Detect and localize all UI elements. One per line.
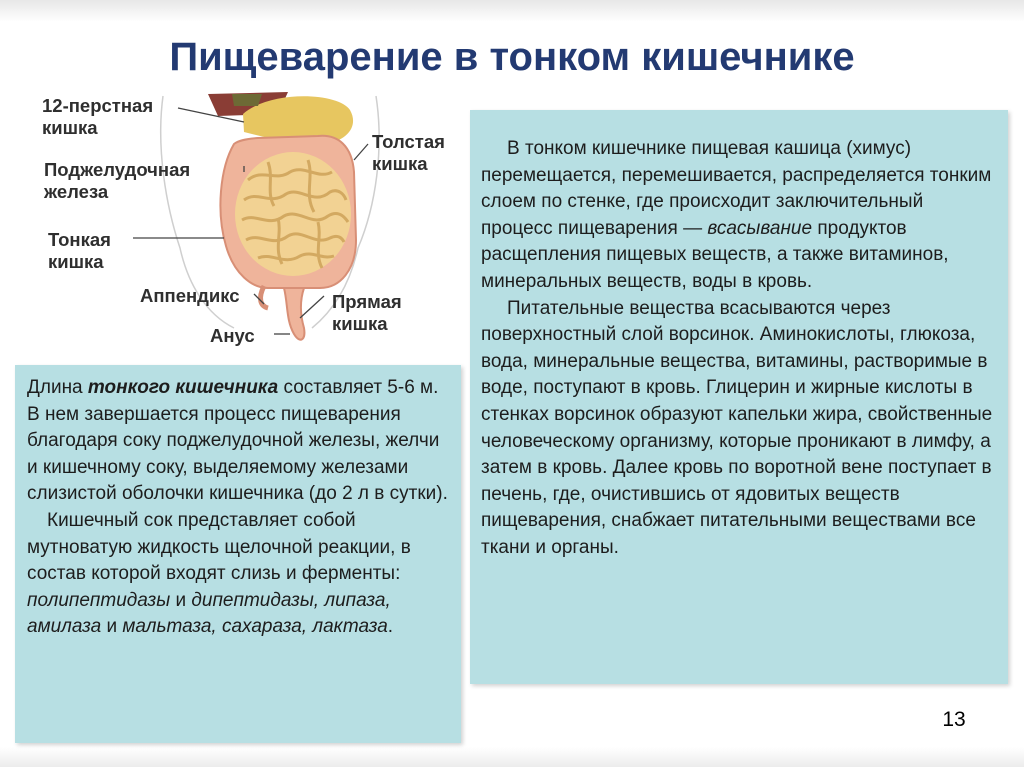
label-large-intestine-line1: Толстая bbox=[372, 131, 445, 152]
label-rectum-line2: кишка bbox=[332, 313, 388, 334]
label-small-intestine-line2: кишка bbox=[48, 251, 104, 272]
digestive-system-illustration bbox=[38, 88, 478, 360]
absorption-process-panel bbox=[470, 110, 1008, 684]
page-number: 13 bbox=[942, 708, 966, 731]
label-large-intestine-line2: кишка bbox=[372, 153, 428, 174]
right-paragraph-1: В тонком кишечнике пищевая кашица (химус) перемещается, перемешивается, распределяется тонким слоем по стенке, где происходит заключительный процесс пищеварения — всасывание продуктов расщепления пищевых веществ, а также витаминов, минеральных веществ, воды в кровь. bbox=[481, 138, 992, 292]
slide-title: Пищеварение в тонком кишечнике bbox=[169, 35, 855, 79]
label-rectum-line1: Прямая bbox=[332, 291, 402, 312]
label-appendix: Аппендикс bbox=[140, 285, 240, 306]
label-anus: Анус bbox=[210, 325, 255, 346]
slide-bottom-frame bbox=[0, 747, 1024, 767]
right-paragraph-2: Питательные вещества всасываются через поверхностный слой ворсинок. Аминокислоты, глюкоза, вода, минеральные вещества, витамины, растворимые в воде, поступают в кровь. Глицерин и жирные кислоты в стенках ворсинок образуют капельки жира, свойственные человеческому организму, которые проникают в лимфу, а затем в кровь. Далее кровь по воротной вене поступает в печень, где, очистившись от ядовитых веществ пищеварения, снабжает питательными веществами все ткани и органы. bbox=[481, 297, 993, 558]
label-pancreas-line2: железа bbox=[44, 181, 109, 202]
left-paragraph-1: Длина тонкого кишечника составляет 5-6 м. В нем завершается процесс пищеварения благодаря соку поджелудочной железы, желчи и кишечному соку, выделяемому железами слизистой оболочки кишечника (до 2 л в сутки). bbox=[27, 377, 448, 505]
label-duodenum-line1: 12-перстная bbox=[42, 95, 154, 116]
label-pancreas-line1: Поджелудочная bbox=[44, 159, 191, 180]
slide-top-frame bbox=[0, 0, 1024, 22]
small-intestine-length-panel bbox=[15, 365, 461, 743]
left-paragraph-2: Кишечный сок представляет собой мутноватую жидкость щелочной реакции, в состав которой входят слизь и ферменты: полипептидазы и дипептидазы, липаза, амилаза и мальтаза, сахараза, лактаза. bbox=[27, 509, 411, 638]
label-duodenum-line2: кишка bbox=[42, 117, 98, 138]
label-small-intestine-line1: Тонкая bbox=[48, 229, 111, 250]
